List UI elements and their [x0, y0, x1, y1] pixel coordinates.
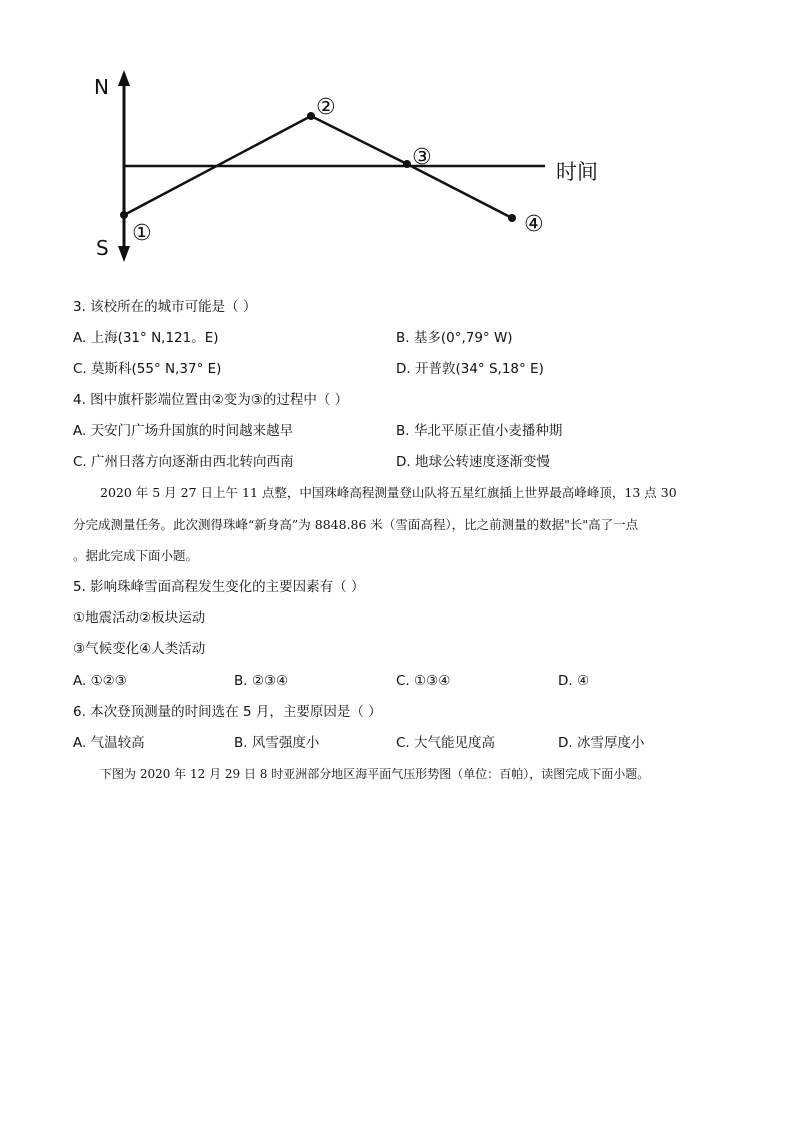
point-1-label: ① — [132, 221, 152, 246]
north-arrow — [118, 70, 130, 86]
q5-option-d: D. ④ — [558, 673, 590, 689]
q5-statement-line2: ③气候变化④人类活动 — [73, 641, 206, 657]
q6-option-b: B. 风雪强度小 — [234, 735, 320, 751]
q3-option-d: D. 开普敦(34° S,18° E) — [396, 361, 544, 377]
south-arrow — [118, 246, 130, 262]
q5-option-c: C. ①③④ — [396, 673, 451, 689]
passage1-line1: 2020 年 5 月 27 日上午 11 点整，中国珠峰高程测量登山队将五星红旗插上世界最高峰峰顶，13 点 30 — [100, 485, 677, 500]
q4-stem: 4. 图中旗杆影端位置由②变为③的过程中（ ） — [73, 392, 349, 408]
q4-option-a: A. 天安门广场升国旗的时间越来越早 — [73, 423, 294, 439]
q6-stem: 6. 本次登顶测量的时间选在 5 月，主要原因是（ ） — [73, 704, 382, 720]
point-2 — [307, 112, 315, 120]
q3-option-a: A. 上海(31° N,121。E) — [73, 330, 219, 346]
q5-option-b: B. ②③④ — [234, 673, 289, 689]
q6-option-c: C. 大气能见度高 — [396, 735, 496, 751]
point-3 — [403, 160, 411, 168]
time-axis-label: 时间 — [556, 160, 598, 184]
q4-option-b: B. 华北平原正值小麦播种期 — [396, 423, 563, 439]
south-label: S — [96, 236, 109, 260]
north-label: N — [94, 75, 109, 99]
passage1-line3: 。据此完成下面小题。 — [73, 548, 199, 563]
point-1 — [120, 211, 128, 219]
q3-option-b: B. 基多(0°,79° W) — [396, 330, 513, 346]
flagpole-shadow-diagram — [0, 0, 794, 290]
passage1-line2: 分完成测量任务。此次测得珠峰“新身高”为 8848.86 米（雪面高程），比之前测量的数据"长"高了一点 — [73, 517, 639, 532]
q6-option-d: D. 冰雪厚度小 — [558, 735, 645, 751]
q3-option-c: C. 莫斯科(55° N,37° E) — [73, 361, 222, 377]
q4-option-c: C. 广州日落方向逐渐由西北转向西南 — [73, 454, 294, 470]
q5-stem: 5. 影响珠峰雪面高程发生变化的主要因素有（ ） — [73, 579, 365, 595]
point-2-label: ② — [316, 95, 336, 120]
point-4-label: ④ — [524, 212, 544, 237]
passage2-line1: 下图为 2020 年 12 月 29 日 8 时亚洲部分地区海平面气压形势图（单位：百帕），读图完成下面小题。 — [100, 767, 650, 781]
point-4 — [508, 214, 516, 222]
q6-option-a: A. 气温较高 — [73, 735, 145, 751]
q3-stem: 3. 该校所在的城市可能是（ ） — [73, 299, 257, 315]
q4-option-d: D. 地球公转速度逐渐变慢 — [396, 454, 550, 470]
point-3-label: ③ — [412, 145, 432, 170]
q5-option-a: A. ①②③ — [73, 673, 127, 689]
q5-statement-line1: ①地震活动②板块运动 — [73, 610, 206, 626]
